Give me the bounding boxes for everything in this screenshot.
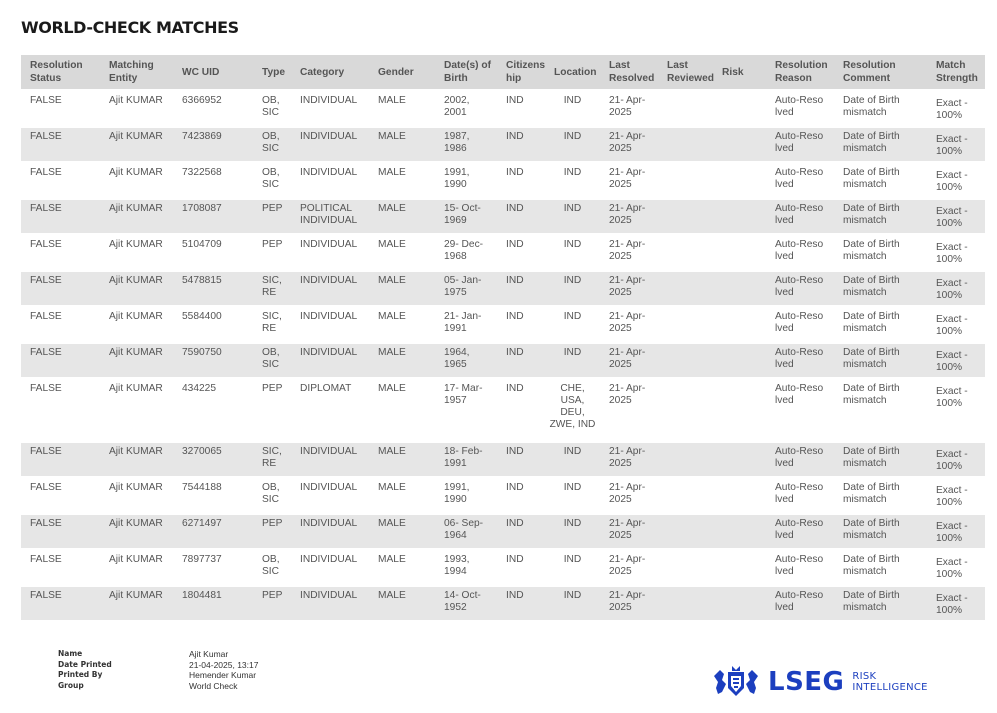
cell-last-reviewed: [658, 199, 713, 235]
cell-matching-entity: Ajit KUMAR: [100, 343, 173, 379]
print-info-date: [58, 660, 258, 671]
cell-risk: [713, 199, 766, 235]
cell-risk: [713, 379, 766, 442]
cell-resolution-comment: Date of Birth mismatch: [834, 127, 927, 163]
matches-table: [21, 55, 985, 623]
cell-wc-uid: 5478815: [173, 271, 253, 307]
cell-match-strength: Exact - 100%: [927, 163, 985, 199]
cell-location: IND: [545, 163, 600, 199]
cell-category: POLITICAL INDIVIDUAL: [291, 199, 369, 235]
cell-location: IND: [545, 271, 600, 307]
cell-date-of-birth: 06- Sep-1964: [435, 514, 497, 550]
column-header-last-resolved: Last Resolved: [600, 55, 658, 91]
cell-gender: MALE: [369, 442, 435, 478]
cell-resolution-status: FALSE: [21, 91, 100, 127]
cell-last-reviewed: [658, 343, 713, 379]
cell-category: INDIVIDUAL: [291, 235, 369, 271]
cell-location: IND: [545, 307, 600, 343]
cell-resolution-reason: Auto-Reso lved: [766, 163, 834, 199]
table-row: [21, 199, 985, 235]
cell-last-resolved: 21- Apr-2025: [600, 550, 658, 586]
cell-matching-entity: Ajit KUMAR: [100, 379, 173, 442]
cell-risk: [713, 442, 766, 478]
cell-gender: MALE: [369, 307, 435, 343]
cell-resolution-comment: Date of Birth mismatch: [834, 478, 927, 514]
cell-last-reviewed: [658, 550, 713, 586]
printed-by-label: Printed By: [58, 670, 103, 679]
cell-risk: [713, 343, 766, 379]
cell-category: DIPLOMAT: [291, 379, 369, 442]
cell-match-strength: Exact - 100%: [927, 586, 985, 622]
cell-resolution-status: FALSE: [21, 199, 100, 235]
cell-wc-uid: 7590750: [173, 343, 253, 379]
cell-last-resolved: 21- Apr-2025: [600, 478, 658, 514]
print-info-group: [58, 681, 258, 692]
cell-wc-uid: 5104709: [173, 235, 253, 271]
table-header-row: [21, 55, 985, 91]
cell-citizenship: IND: [497, 478, 545, 514]
column-header-resolution-status: Resolution Status: [21, 55, 100, 91]
cell-location: IND: [545, 478, 600, 514]
cell-risk: [713, 550, 766, 586]
cell-date-of-birth: 1987, 1986: [435, 127, 497, 163]
cell-resolution-reason: Auto-Reso lved: [766, 343, 834, 379]
cell-type: PEP: [253, 379, 291, 442]
cell-last-reviewed: [658, 235, 713, 271]
cell-resolution-reason: Auto-Reso lved: [766, 307, 834, 343]
cell-last-resolved: 21- Apr-2025: [600, 442, 658, 478]
table-row: [21, 379, 985, 442]
column-header-match-strength: Match Strength: [927, 55, 985, 91]
table-row: [21, 307, 985, 343]
cell-last-reviewed: [658, 514, 713, 550]
cell-resolution-reason: Auto-Reso lved: [766, 271, 834, 307]
cell-resolution-reason: Auto-Reso lved: [766, 91, 834, 127]
cell-risk: [713, 586, 766, 622]
cell-match-strength: Exact - 100%: [927, 343, 985, 379]
table-row: [21, 127, 985, 163]
cell-gender: MALE: [369, 163, 435, 199]
cell-location: IND: [545, 127, 600, 163]
cell-gender: MALE: [369, 91, 435, 127]
cell-category: INDIVIDUAL: [291, 271, 369, 307]
column-header-location: Location: [545, 55, 600, 91]
table-row: [21, 343, 985, 379]
cell-location: IND: [545, 91, 600, 127]
table-row: [21, 442, 985, 478]
cell-type: PEP: [253, 514, 291, 550]
cell-matching-entity: Ajit KUMAR: [100, 235, 173, 271]
cell-risk: [713, 91, 766, 127]
cell-last-resolved: 21- Apr-2025: [600, 379, 658, 442]
cell-resolution-reason: Auto-Reso lved: [766, 442, 834, 478]
cell-type: PEP: [253, 235, 291, 271]
cell-wc-uid: 5584400: [173, 307, 253, 343]
cell-wc-uid: 1708087: [173, 199, 253, 235]
cell-last-resolved: 21- Apr-2025: [600, 307, 658, 343]
cell-type: PEP: [253, 199, 291, 235]
cell-resolution-status: FALSE: [21, 379, 100, 442]
cell-location: IND: [545, 550, 600, 586]
cell-category: INDIVIDUAL: [291, 442, 369, 478]
cell-matching-entity: Ajit KUMAR: [100, 91, 173, 127]
cell-match-strength: Exact - 100%: [927, 127, 985, 163]
column-header-resolution-reason: Resolution Reason: [766, 55, 834, 91]
column-header-category: Category: [291, 55, 369, 91]
cell-resolution-comment: Date of Birth mismatch: [834, 235, 927, 271]
cell-date-of-birth: 15- Oct-1969: [435, 199, 497, 235]
cell-resolution-reason: Auto-Reso lved: [766, 586, 834, 622]
column-header-matching-entity: Matching Entity: [100, 55, 173, 91]
table-row: [21, 91, 985, 127]
cell-location: IND: [545, 235, 600, 271]
cell-resolution-status: FALSE: [21, 586, 100, 622]
date-printed-label: Date Printed: [58, 659, 112, 669]
cell-location: IND: [545, 442, 600, 478]
cell-wc-uid: 7423869: [173, 127, 253, 163]
group-label: Group: [58, 680, 84, 690]
table-row: [21, 163, 985, 199]
cell-resolution-status: FALSE: [21, 442, 100, 478]
cell-match-strength: Exact - 100%: [927, 271, 985, 307]
cell-type: OB, SIC: [253, 343, 291, 379]
cell-citizenship: IND: [497, 199, 545, 235]
cell-matching-entity: Ajit KUMAR: [100, 307, 173, 343]
cell-citizenship: IND: [497, 379, 545, 442]
cell-citizenship: IND: [497, 550, 545, 586]
cell-citizenship: IND: [497, 586, 545, 622]
cell-resolution-status: FALSE: [21, 235, 100, 271]
cell-last-resolved: 21- Apr-2025: [600, 586, 658, 622]
cell-resolution-comment: Date of Birth mismatch: [834, 199, 927, 235]
cell-wc-uid: 6271497: [173, 514, 253, 550]
cell-gender: MALE: [369, 550, 435, 586]
table-body: [21, 91, 985, 622]
name-label: Name: [58, 649, 83, 658]
cell-category: INDIVIDUAL: [291, 586, 369, 622]
cell-match-strength: Exact - 100%: [927, 199, 985, 235]
cell-type: SIC, RE: [253, 307, 291, 343]
cell-date-of-birth: 05- Jan-1975: [435, 271, 497, 307]
cell-location: IND: [545, 199, 600, 235]
cell-wc-uid: 7322568: [173, 163, 253, 199]
cell-match-strength: Exact - 100%: [927, 235, 985, 271]
cell-match-strength: Exact - 100%: [927, 307, 985, 343]
cell-wc-uid: 434225: [173, 379, 253, 442]
cell-date-of-birth: 21- Jan-1991: [435, 307, 497, 343]
cell-risk: [713, 478, 766, 514]
column-header-last-reviewed: Last Reviewed: [658, 55, 713, 91]
wordmark-line-2: INTELLIGENCE: [852, 682, 928, 693]
cell-resolution-reason: Auto-Reso lved: [766, 199, 834, 235]
cell-date-of-birth: 1993, 1994: [435, 550, 497, 586]
cell-category: INDIVIDUAL: [291, 91, 369, 127]
print-info-printed-by: [58, 670, 258, 681]
printed-by-value: Hemender Kumar: [189, 670, 257, 680]
cell-matching-entity: Ajit KUMAR: [100, 127, 173, 163]
cell-type: SIC, RE: [253, 442, 291, 478]
cell-gender: MALE: [369, 514, 435, 550]
cell-resolution-reason: Auto-Reso lved: [766, 379, 834, 442]
cell-last-reviewed: [658, 379, 713, 442]
lseg-logo: [712, 666, 928, 698]
cell-location: IND: [545, 514, 600, 550]
cell-resolution-status: FALSE: [21, 514, 100, 550]
cell-risk: [713, 127, 766, 163]
cell-last-resolved: 21- Apr-2025: [600, 235, 658, 271]
column-header-resolution-comment: Resolution Comment: [834, 55, 927, 91]
cell-resolution-status: FALSE: [21, 478, 100, 514]
cell-resolution-comment: Date of Birth mismatch: [834, 271, 927, 307]
name-value: Ajit Kumar: [189, 649, 229, 659]
cell-last-reviewed: [658, 271, 713, 307]
cell-category: INDIVIDUAL: [291, 127, 369, 163]
cell-location: IND: [545, 586, 600, 622]
column-header-citizenship: Citizens hip: [497, 55, 545, 91]
cell-gender: MALE: [369, 586, 435, 622]
date-printed-value: 21-04-2025, 13:17: [189, 659, 259, 670]
cell-citizenship: IND: [497, 91, 545, 127]
cell-resolution-status: FALSE: [21, 163, 100, 199]
cell-wc-uid: 3270065: [173, 442, 253, 478]
cell-last-resolved: 21- Apr-2025: [600, 514, 658, 550]
group-value: World Check: [189, 680, 238, 691]
cell-match-strength: Exact - 100%: [927, 379, 985, 442]
cell-resolution-comment: Date of Birth mismatch: [834, 379, 927, 442]
lion-crest-icon: [712, 666, 760, 698]
cell-last-reviewed: [658, 442, 713, 478]
cell-resolution-comment: Date of Birth mismatch: [834, 307, 927, 343]
cell-matching-entity: Ajit KUMAR: [100, 586, 173, 622]
risk-intelligence-wordmark: [852, 671, 927, 693]
cell-gender: MALE: [369, 127, 435, 163]
cell-resolution-comment: Date of Birth mismatch: [834, 91, 927, 127]
cell-resolution-status: FALSE: [21, 343, 100, 379]
cell-date-of-birth: 29- Dec-1968: [435, 235, 497, 271]
cell-match-strength: Exact - 100%: [927, 478, 985, 514]
cell-last-reviewed: [658, 163, 713, 199]
cell-category: INDIVIDUAL: [291, 307, 369, 343]
page-title: WORLD-CHECK MATCHES: [21, 18, 239, 37]
cell-matching-entity: Ajit KUMAR: [100, 550, 173, 586]
cell-type: OB, SIC: [253, 550, 291, 586]
cell-wc-uid: 6366952: [173, 91, 253, 127]
cell-risk: [713, 163, 766, 199]
print-info-name: [58, 649, 258, 660]
cell-risk: [713, 514, 766, 550]
cell-match-strength: Exact - 100%: [927, 514, 985, 550]
cell-category: INDIVIDUAL: [291, 478, 369, 514]
cell-matching-entity: Ajit KUMAR: [100, 271, 173, 307]
cell-date-of-birth: 1964, 1965: [435, 343, 497, 379]
table-row: [21, 271, 985, 307]
cell-risk: [713, 235, 766, 271]
cell-category: INDIVIDUAL: [291, 163, 369, 199]
cell-citizenship: IND: [497, 307, 545, 343]
cell-date-of-birth: 18- Feb-1991: [435, 442, 497, 478]
column-header-gender: Gender: [369, 55, 435, 91]
column-header-type: Type: [253, 55, 291, 91]
cell-last-reviewed: [658, 478, 713, 514]
cell-last-resolved: 21- Apr-2025: [600, 127, 658, 163]
cell-gender: MALE: [369, 478, 435, 514]
cell-citizenship: IND: [497, 442, 545, 478]
cell-matching-entity: Ajit KUMAR: [100, 163, 173, 199]
cell-location: IND: [545, 343, 600, 379]
cell-last-resolved: 21- Apr-2025: [600, 91, 658, 127]
cell-resolution-comment: Date of Birth mismatch: [834, 163, 927, 199]
cell-gender: MALE: [369, 199, 435, 235]
print-info: [58, 649, 258, 691]
cell-gender: MALE: [369, 343, 435, 379]
cell-resolution-status: FALSE: [21, 271, 100, 307]
cell-last-reviewed: [658, 586, 713, 622]
lseg-wordmark: LSEG: [768, 667, 845, 697]
cell-resolution-reason: Auto-Reso lved: [766, 235, 834, 271]
cell-citizenship: IND: [497, 271, 545, 307]
cell-type: OB, SIC: [253, 478, 291, 514]
cell-resolution-status: FALSE: [21, 550, 100, 586]
cell-gender: MALE: [369, 271, 435, 307]
cell-resolution-comment: Date of Birth mismatch: [834, 550, 927, 586]
column-header-wc-uid: WC UID: [173, 55, 253, 91]
cell-date-of-birth: 17- Mar-1957: [435, 379, 497, 442]
cell-resolution-comment: Date of Birth mismatch: [834, 586, 927, 622]
cell-last-resolved: 21- Apr-2025: [600, 343, 658, 379]
column-header-date-of-birth: Date(s) of Birth: [435, 55, 497, 91]
cell-matching-entity: Ajit KUMAR: [100, 199, 173, 235]
cell-resolution-reason: Auto-Reso lved: [766, 550, 834, 586]
cell-category: INDIVIDUAL: [291, 550, 369, 586]
cell-last-resolved: 21- Apr-2025: [600, 271, 658, 307]
cell-last-resolved: 21- Apr-2025: [600, 199, 658, 235]
cell-date-of-birth: 2002, 2001: [435, 91, 497, 127]
cell-wc-uid: 7897737: [173, 550, 253, 586]
table-row: [21, 550, 985, 586]
cell-wc-uid: 1804481: [173, 586, 253, 622]
cell-date-of-birth: 1991, 1990: [435, 163, 497, 199]
cell-matching-entity: Ajit KUMAR: [100, 478, 173, 514]
cell-resolution-reason: Auto-Reso lved: [766, 514, 834, 550]
table-row: [21, 514, 985, 550]
cell-last-reviewed: [658, 307, 713, 343]
table-row: [21, 478, 985, 514]
cell-resolution-comment: Date of Birth mismatch: [834, 343, 927, 379]
cell-type: SIC, RE: [253, 271, 291, 307]
cell-wc-uid: 7544188: [173, 478, 253, 514]
cell-category: INDIVIDUAL: [291, 514, 369, 550]
wordmark-line-1: RISK: [852, 671, 877, 682]
cell-last-reviewed: [658, 127, 713, 163]
cell-date-of-birth: 1991, 1990: [435, 478, 497, 514]
cell-last-reviewed: [658, 91, 713, 127]
cell-resolution-status: FALSE: [21, 127, 100, 163]
cell-matching-entity: Ajit KUMAR: [100, 514, 173, 550]
cell-type: OB, SIC: [253, 91, 291, 127]
cell-match-strength: Exact - 100%: [927, 550, 985, 586]
cell-citizenship: IND: [497, 127, 545, 163]
table-row: [21, 586, 985, 622]
cell-resolution-reason: Auto-Reso lved: [766, 127, 834, 163]
cell-gender: MALE: [369, 379, 435, 442]
cell-matching-entity: Ajit KUMAR: [100, 442, 173, 478]
cell-risk: [713, 271, 766, 307]
cell-location: CHE, USA, DEU, ZWE, IND: [545, 379, 600, 442]
cell-resolution-comment: Date of Birth mismatch: [834, 514, 927, 550]
cell-match-strength: Exact - 100%: [927, 91, 985, 127]
table-row: [21, 235, 985, 271]
column-header-risk: Risk: [713, 55, 766, 91]
cell-match-strength: Exact - 100%: [927, 442, 985, 478]
cell-type: OB, SIC: [253, 163, 291, 199]
cell-category: INDIVIDUAL: [291, 343, 369, 379]
cell-citizenship: IND: [497, 514, 545, 550]
cell-resolution-comment: Date of Birth mismatch: [834, 442, 927, 478]
cell-type: PEP: [253, 586, 291, 622]
cell-citizenship: IND: [497, 235, 545, 271]
cell-gender: MALE: [369, 235, 435, 271]
cell-last-resolved: 21- Apr-2025: [600, 163, 658, 199]
cell-date-of-birth: 14- Oct-1952: [435, 586, 497, 622]
cell-citizenship: IND: [497, 343, 545, 379]
cell-risk: [713, 307, 766, 343]
cell-resolution-reason: Auto-Reso lved: [766, 478, 834, 514]
cell-citizenship: IND: [497, 163, 545, 199]
cell-resolution-status: FALSE: [21, 307, 100, 343]
cell-type: OB, SIC: [253, 127, 291, 163]
